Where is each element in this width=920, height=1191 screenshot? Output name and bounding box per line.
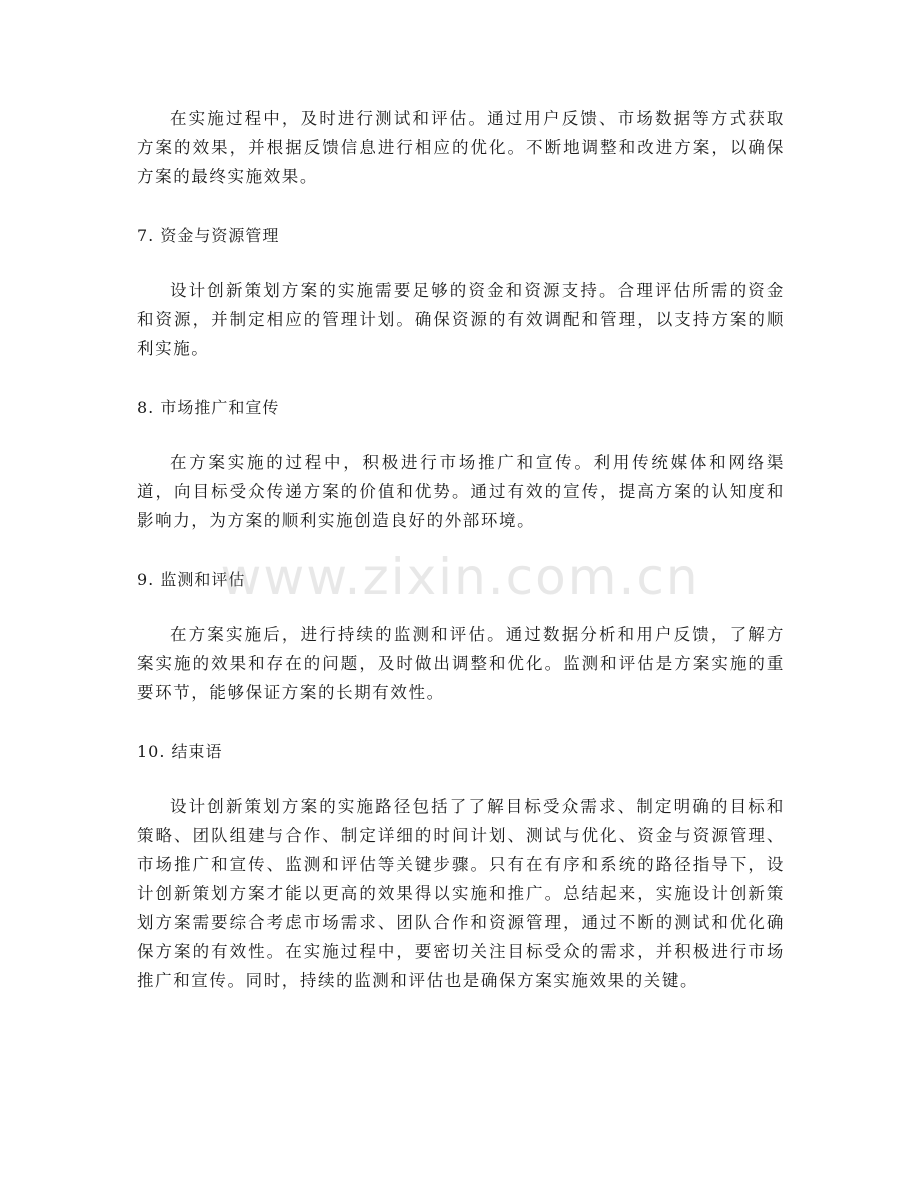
paragraph-funds-resources: 设计创新策划方案的实施需要足够的资金和资源支持。合理评估所需的资金和资源，并制定相应的管理计划。确保资源的有效调配和管理，以支持方案的顺利实施。 (137, 281, 785, 358)
paragraph-monitoring: 在方案实施后，进行持续的监测和评估。通过数据分析和用户反馈，了解方案实施的效果和存在的问题，及时做出调整和优化。监测和评估是方案实施的重要环节，能够保证方案的长期有效性。 (137, 625, 785, 702)
paragraph-testing-evaluation: 在实施过程中，及时进行测试和评估。通过用户反馈、市场数据等方式获取方案的效果，并根据反馈信息进行相应的优化。不断地调整和改进方案，以确保方案的最终实施效果。 (137, 109, 785, 186)
spacer (137, 363, 785, 393)
spacer (137, 707, 785, 737)
section-heading-conclusion: 10. 结束语 (137, 742, 223, 761)
paragraph-marketing: 在方案实施的过程中，积极进行市场推广和宣传。利用传统媒体和网络渠道，向目标受众传递方案的价值和优势。通过有效的宣传，提高方案的认知度和影响力，为方案的顺利实施创造良好的外部环境。 (137, 453, 785, 530)
spacer (137, 535, 785, 565)
section-heading-funds-resources: 7. 资金与资源管理 (137, 226, 280, 245)
spacer (137, 191, 785, 221)
spacer (137, 422, 785, 448)
document-body (137, 104, 785, 995)
section-heading-marketing: 8. 市场推广和宣传 (137, 398, 280, 417)
spacer (137, 594, 785, 620)
paragraph-conclusion: 设计创新策划方案的实施路径包括了了解目标受众需求、制定明确的目标和策略、团队组建与合作、制定详细的时间计划、测试与优化、资金与资源管理、市场推广和宣传、监测和评估等关键步骤。只有在有序和系统的路径指导下，设计创新策划方案才能以更高的效果得以实施和推广。总结起来，实施设计创新策划方案需要综合考虑市场需求、团队合作和资源管理，通过不断的测试和优化确保方案的有效性。在实施过程中，要密切关注目标受众的需求，并积极进行市场推广和宣传。同时，持续的监测和评估也是确保方案实施效果的关键。 (137, 797, 785, 990)
section-heading-monitoring: 9. 监测和评估 (137, 570, 246, 589)
spacer (137, 766, 785, 792)
spacer (137, 250, 785, 276)
watermark: www.zixin.com.cn (220, 548, 700, 606)
